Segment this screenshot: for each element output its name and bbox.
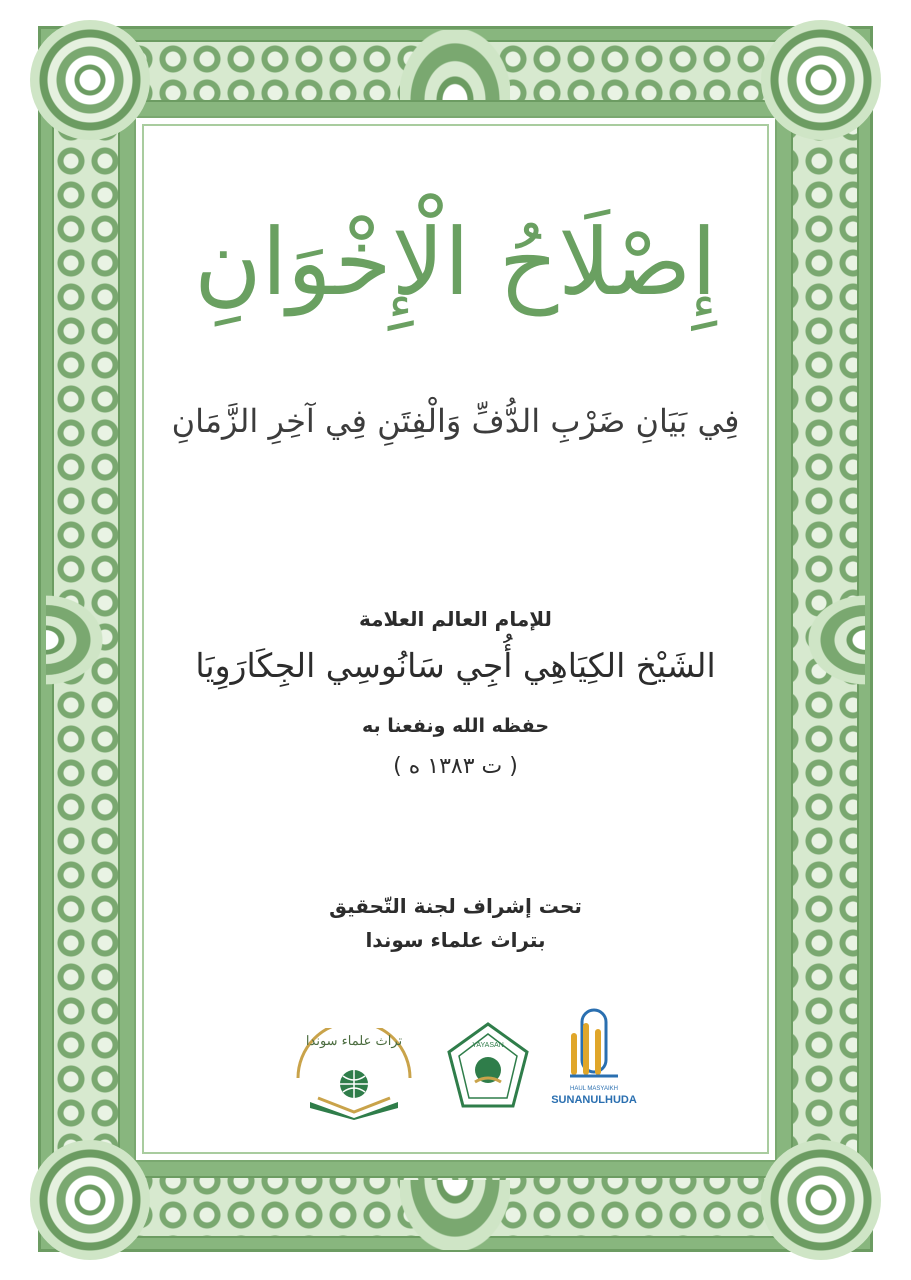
- supervision-line-2: بتراث علماء سوندا: [365, 928, 546, 952]
- corner-rosette-icon: [761, 20, 881, 140]
- book-title: إِصْلَاحُ الْإِخْوَانِ: [194, 209, 717, 316]
- sunanulhuda-logo: [552, 1006, 636, 1112]
- bottom-fan-ornament-icon: [400, 1180, 510, 1250]
- supervision-line-1: تحت إشراف لجنة التّحقيق: [329, 894, 582, 918]
- left-logo-text: تراث علماء سوندا: [305, 1034, 403, 1049]
- author-name: الشَيْخ الكِيَاهِي أُجِي سَانُوسِي الجِكَارَوِيَا: [195, 646, 716, 685]
- death-year: ( ت ١٣٨٣ ه ): [393, 754, 518, 779]
- left-fan-ornament-icon: [46, 585, 116, 695]
- top-fan-ornament-icon: [400, 30, 510, 100]
- book-subtitle: فِي بَيَانِ ضَرْبِ الدُّفِّ وَالْفِتَنِ فِي آخِرِ الزَّمَانِ: [171, 402, 740, 440]
- right-fan-ornament-icon: [795, 585, 865, 695]
- blessing-text: حفظه الله ونفعنا به: [361, 715, 550, 737]
- yayasan-emblem-logo: [445, 1020, 531, 1114]
- right-logo-brand: SUNANULHUDA: [551, 1094, 637, 1106]
- right-logo-caption: HAUL MASYAIKH: [569, 1086, 618, 1092]
- turath-ulama-sunda-logo: [288, 1028, 420, 1120]
- corner-rosette-icon: [761, 1140, 881, 1260]
- corner-rosette-icon: [30, 20, 150, 140]
- author-prefix: للإمام العالم العلامة: [359, 607, 552, 631]
- corner-rosette-icon: [30, 1140, 150, 1260]
- middle-logo-text: YAYASAN: [472, 1042, 504, 1049]
